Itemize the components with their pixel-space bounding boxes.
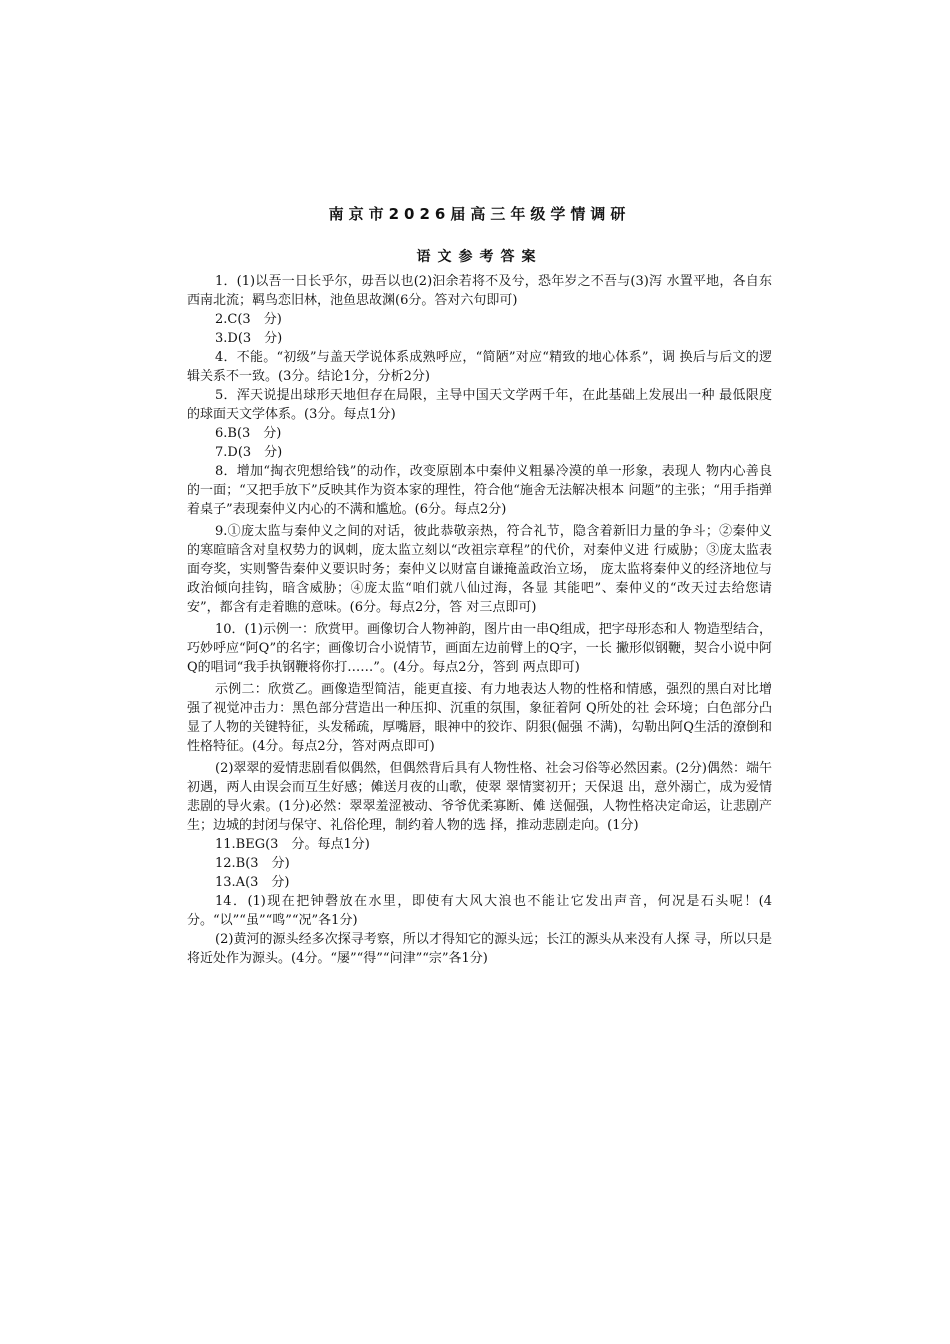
answer-1: 1．(1)以吾一日长乎尔，毋吾以也(2)汩余若将不及兮，恐年岁之不吾与(3)泻 水置平地，各自东西南北流；羁鸟恋旧林，池鱼思故渊(6分。答对六句即可): [187, 274, 772, 308]
page-title: 南京市2026届高三年级学情调研: [328, 205, 631, 223]
answer-list: [187, 272, 772, 968]
page-subtitle: 语文参考答案: [416, 249, 543, 265]
answer-6: 6.B(3 分): [215, 426, 282, 441]
answer-14-1: 14．(1)现在把钟磬放在水里，即使有大风大浪也不能让它发出声音，何况是石头呢！(4分。“以”“虽”“鸣”“况”各1分): [187, 894, 772, 928]
answer-9: 9.①庞太监与秦仲义之间的对话，彼此恭敬亲热，符合礼节，隐含着新旧力量的争斗；②秦仲义的寒暄暗含对皇权势力的讽刺，庞太监立刻以“改祖宗章程”的代价，对秦仲义进 行威胁；③庞太监表面夸奖，实则警告秦仲义要识时务；秦仲义以财富自谦掩盖政治立场， 庞太监将秦仲义的经济地位与政治倾向挂钩，暗含威胁；④庞太监“咱们就八仙过海，各显 其能吧”、秦仲义的“改天过去给您请安”，都含有走着瞧的意味。(6分。每点2分，答 对三点即可): [187, 524, 772, 615]
answer-7: 7.D(3 分): [215, 445, 283, 460]
answer-5: 5．浑天说提出球形天地但存在局限，主导中国天文学两千年，在此基础上发展出一种 最低限度的球面天文学体系。(3分。每点1分): [187, 388, 772, 422]
answer-3: 3.D(3 分): [215, 331, 283, 346]
answer-10-1: 10．(1)示例一：欣赏甲。画像切合人物神韵，图片由一串Q组成，把字母形态和人 物造型结合，巧妙呼应“阿Q”的名字；画像切合小说情节，画面左边前臂上的Q字，一长 撇形似钢鞭，契合小说中阿Q的唱词“我手执钢鞭将你打……”。(4分。每点2分，答到 两点即可): [187, 622, 772, 675]
answer-11: 11.BEG(3 分。每点1分): [215, 837, 370, 852]
answer-10-example-2: 示例二：欣赏乙。画像造型简洁，能更直接、有力地表达人物的性格和情感，强烈的黑白对比增强了视觉冲击力：黑色部分营造出一种压抑、沉重的氛围，象征着阿 Q所处的社 会环境；白色部分凸显了人物的关键特征，头发稀疏，厚嘴唇，眼神中的狡诈、阴狠(倔强 不满)，勾勒出阿Q生活的潦倒和性格特征。(4分。每点2分，答对两点即可): [187, 682, 772, 754]
answer-14-2: (2)黄河的源头经多次探寻考察，所以才得知它的源头远；长江的源头从来没有人探 寻，所以只是将近处作为源头。(4分。“屡”“得”“问津”“宗”各1分): [187, 932, 772, 966]
answer-4: 4．不能。“初级”与盖天学说体系成熟呼应，“简陋”对应“精致的地心体系”，调 换后与后文的逻辑关系不一致。(3分。结论1分，分析2分): [187, 350, 772, 384]
answer-8: 8．增加“掏衣兜想给钱”的动作，改变原剧本中秦仲义粗暴冷漠的单一形象，表现人 物内心善良的一面；“又把手放下”反映其作为资本家的理性，符合他“施舍无法解决根本 问题”的主张；“用手指弹着桌子”表现秦仲义内心的不满和尴尬。(6分。每点2分): [187, 464, 772, 517]
answer-10-2: (2)翠翠的爱情悲剧看似偶然，但偶然背后具有人物性格、社会习俗等必然因素。(2分)偶然：端午初遇，两人由误会而互生好感；傩送月夜的山歌，使翠 翠情窦初开；天保退 出，意外溺亡，成为爱情悲剧的导火索。(1分)必然：翠翠羞涩被动、爷爷优柔寡断、傩 送倔强，人物性格决定命运，让悲剧产生；边城的封闭与保守、礼俗伦理，制约着人物的选 择，推动悲剧走向。(1分): [187, 761, 772, 833]
answer-13: 13.A(3 分): [215, 875, 290, 890]
answer-12: 12.B(3 分): [215, 856, 290, 871]
answer-2: 2.C(3 分): [215, 312, 282, 327]
